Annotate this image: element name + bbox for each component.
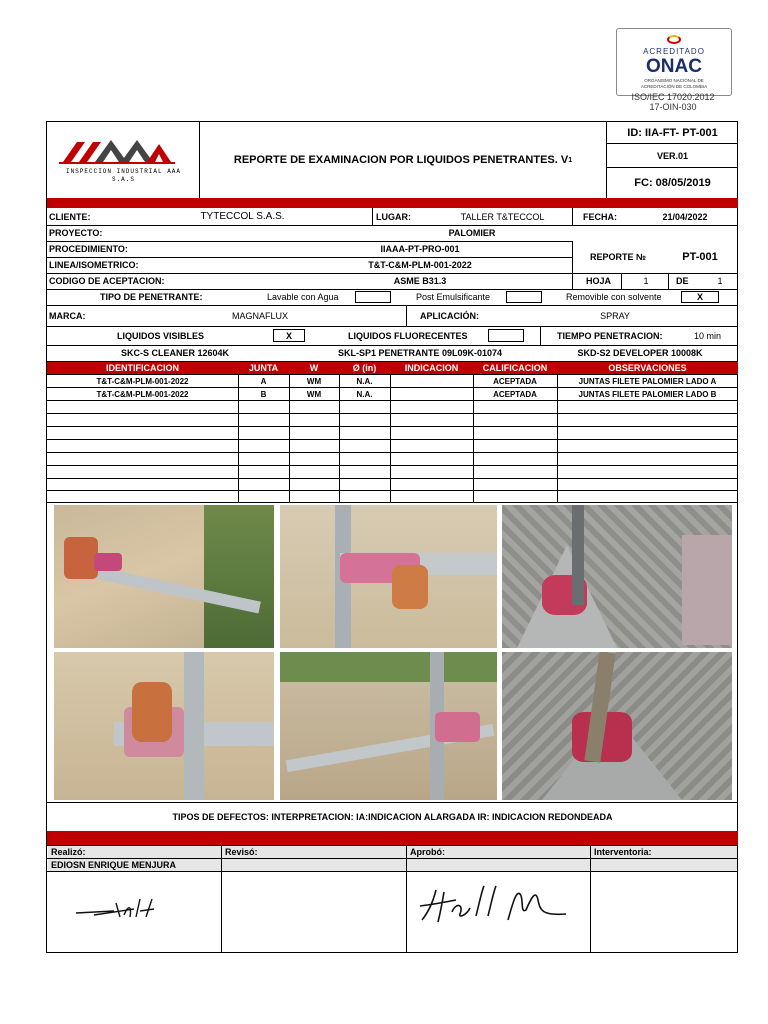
onac-code: 17-OIN-030 — [649, 102, 697, 112]
gray-cell — [407, 859, 590, 871]
table-header-row — [47, 362, 738, 374]
realizo-signature — [74, 895, 184, 925]
developer-value: SKD-S2 DEVELOPER 10008K — [577, 348, 703, 358]
header-diameter: Ø (in) — [339, 362, 390, 374]
inspection-photo — [502, 505, 732, 648]
report-title-sub: 1 — [568, 156, 573, 164]
row-w: WM — [306, 389, 322, 399]
doc-id: ID: IIA-FT- PT-001 — [627, 126, 718, 139]
photo-grid — [47, 502, 738, 803]
lugar-label: LUGAR: — [376, 211, 411, 222]
onac-standard: ISO/IEC 17020:2012 — [631, 92, 715, 102]
company-logo-subtext: S.A.S — [111, 176, 135, 183]
removible-checkbox[interactable]: X — [681, 291, 719, 303]
defects-note: TIPOS DE DEFECTOS: INTERPRETACION: IA:INDICACION ALARGADA IR: INDICACION REDONDEADA — [172, 812, 613, 822]
row-observaciones: JUNTAS FILETE PALOMIER LADO B — [578, 389, 717, 399]
row-junta: A — [260, 376, 267, 386]
row-observaciones: JUNTAS FILETE PALOMIER LADO A — [578, 376, 717, 386]
gray-cell — [591, 859, 737, 871]
fecha-label: FECHA: — [583, 211, 617, 222]
cleaner-value: SKC-S CLEANER 12604K — [120, 348, 230, 358]
inspection-photo — [280, 652, 497, 800]
lavable-label: Lavable con Agua — [267, 292, 339, 302]
visibles-checkbox[interactable]: X — [273, 329, 305, 342]
tipo-penetrante-label: TIPO DE PENETRANTE: — [100, 292, 203, 302]
de-value: 1 — [717, 276, 723, 286]
row-indicacion — [390, 375, 473, 387]
header-identificacion: IDENTIFICACION — [47, 362, 238, 374]
procedimiento-value: IIAAA-PT-PRO-001 — [380, 244, 460, 254]
de-label: DE — [676, 276, 689, 286]
header-w: W — [289, 362, 339, 374]
tiempo-label: TIEMPO PENETRACION: — [557, 330, 663, 341]
onac-brand: ONAC — [646, 56, 702, 77]
interventoria-label: Interventoria: — [591, 846, 737, 858]
fecha-value: 21/04/2022 — [662, 211, 708, 222]
header-calificacion: CALIFICACION — [473, 362, 557, 374]
row-identificacion: T&T-C&M-PLM-001-2022 — [96, 376, 189, 386]
report-title-text: REPORTE DE EXAMINACION POR LIQUIDOS PENETRANTES. V — [233, 154, 569, 166]
realizo-label: Realizó: — [48, 846, 221, 858]
aprobo-signature — [416, 880, 586, 930]
header-observaciones: OBSERVACIONES — [557, 362, 738, 374]
table-row — [47, 388, 738, 400]
linea-label: LINEA/ISOMETRICO: — [49, 260, 139, 270]
aplicacion-value: SPRAY — [600, 310, 630, 321]
inspection-photo — [54, 652, 274, 800]
cliente-label: CLIENTE: — [49, 211, 91, 222]
onac-org-line2: ACREDITACIÓN DE COLOMBIA — [640, 84, 708, 89]
marca-value: MAGNAFLUX — [231, 310, 288, 321]
fluorecentes-checkbox[interactable] — [488, 329, 524, 342]
row-w: WM — [306, 376, 322, 386]
hoja-value: 1 — [643, 276, 649, 286]
penetrante-value: SKL-SP1 PENETRANTE 09L09K-01074 — [337, 348, 503, 358]
post-checkbox[interactable] — [506, 291, 542, 303]
lavable-checkbox[interactable] — [355, 291, 391, 303]
company-logo-text: INSPECCION INDUSTRIAL AAA — [65, 168, 181, 175]
doc-version: VER.01 — [607, 143, 738, 167]
post-emulsificante-label: Post Emulsificante — [416, 292, 491, 302]
codigo-label: CODIGO DE ACEPTACION: — [49, 276, 165, 286]
linea-value: T&T-C&M-PLM-001-2022 — [368, 260, 472, 270]
row-junta: B — [260, 389, 267, 399]
inspection-photo — [280, 505, 497, 648]
tiempo-value: 10 min — [694, 330, 722, 341]
row-diameter: N.A. — [356, 376, 373, 386]
company-logo-icon — [59, 136, 175, 166]
onac-emblem-icon — [667, 35, 681, 44]
onac-org-line1: ORGANISMO NACIONAL DE — [644, 78, 704, 83]
header-indicacion: INDICACION — [390, 362, 473, 374]
onac-acreditado-label: ACREDITADO — [643, 47, 705, 56]
procedimiento-label: PROCEDIMIENTO: — [49, 244, 128, 254]
aprobo-label: Aprobó: — [407, 846, 590, 858]
onac-accreditation-logo — [616, 28, 732, 96]
reporte-label: REPORTE № — [590, 252, 647, 262]
red-divider — [47, 198, 738, 208]
results-table — [47, 362, 738, 502]
row-identificacion: T&T-C&M-PLM-001-2022 — [96, 389, 189, 399]
aplicacion-label: APLICACIÓN: — [420, 310, 479, 321]
company-logo — [47, 122, 200, 198]
reporte-value: PT-001 — [682, 251, 718, 263]
report-title — [200, 122, 607, 198]
table-row — [47, 375, 738, 387]
realizo-name: EDIOSN ENRIQUE MENJURA — [48, 859, 221, 871]
proyecto-value: PALOMIER — [448, 228, 496, 238]
doc-fc: FC: 08/05/2019 — [607, 167, 738, 198]
reviso-label: Revisó: — [222, 846, 406, 858]
row-indicacion — [390, 388, 473, 400]
codigo-value: ASME B31.3 — [393, 276, 447, 286]
lugar-value: TALLER T&TECCOL — [460, 211, 545, 222]
row-calificacion: ACEPTADA — [493, 376, 537, 386]
inspection-photo — [502, 652, 732, 800]
header-junta: JUNTA — [238, 362, 289, 374]
inspection-photo — [54, 505, 274, 648]
row-calificacion: ACEPTADA — [493, 389, 537, 399]
row-diameter: N.A. — [356, 389, 373, 399]
proyecto-label: PROYECTO: — [49, 228, 103, 238]
visibles-label: LIQUIDOS VISIBLES — [117, 330, 205, 341]
red-divider-bottom — [47, 831, 738, 845]
removible-label: Removible con solvente — [566, 292, 662, 302]
fluorecentes-label: LIQUIDOS FLUORECENTES — [348, 330, 468, 341]
gray-cell — [222, 859, 406, 871]
cliente-value: TYTECCOL S.A.S. — [200, 211, 285, 222]
hoja-label: HOJA — [586, 276, 612, 286]
marca-label: MARCA: — [49, 310, 86, 321]
